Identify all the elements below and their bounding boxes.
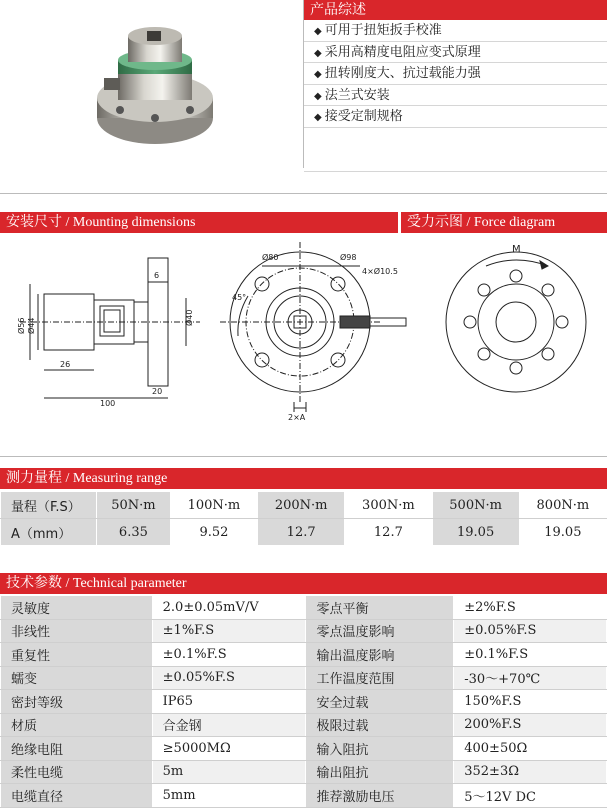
table-row (1, 492, 607, 519)
param-value: 150%F.S (454, 690, 607, 714)
param-name: 柔性电缆 (1, 760, 153, 784)
param-value: ±0.05%F.S (454, 619, 607, 643)
range-cell: 300N·m (345, 492, 432, 519)
param-name: 密封等级 (1, 690, 153, 714)
technical-drawings (0, 236, 607, 446)
diamond-bullet-icon: ◆ (314, 90, 322, 102)
diamond-bullet-icon: ◆ (314, 69, 322, 80)
tech-table (0, 595, 607, 808)
table-row (1, 619, 607, 643)
product-overview (304, 0, 607, 172)
dim-holes: 4×Ø10.5 (362, 267, 398, 276)
param-name: 零点平衡 (306, 596, 454, 620)
table-row (1, 643, 607, 667)
range-cell: 100N·m (170, 492, 257, 519)
param-name: 绝缘电阻 (1, 737, 153, 761)
table-row (1, 784, 607, 808)
table-row (1, 690, 607, 714)
range-cell: 500N·m (432, 492, 519, 519)
param-value: ±0.1%F.S (454, 643, 607, 667)
range-title: 测力量程 / Measuring range (0, 468, 607, 489)
dim-w100: 100 (100, 399, 116, 408)
param-value: IP65 (152, 690, 306, 714)
range-cell: 800N·m (519, 492, 606, 519)
param-value: ±0.05%F.S (152, 666, 306, 690)
dim-angle: 45° (232, 293, 247, 302)
top-section (0, 0, 607, 168)
overview-item: ◆ 扭转刚度大、抗过载能力强 (304, 63, 607, 85)
a-row-label: A（mm） (1, 519, 97, 546)
dim-w6: 6 (154, 271, 160, 280)
overview-item: ◆ 法兰式安装 (304, 85, 607, 107)
dim-d80: Ø80 (262, 253, 279, 262)
param-name: 材质 (1, 713, 153, 737)
product-photo (20, 6, 290, 156)
param-name: 极限过载 (306, 713, 454, 737)
dim-2a: 2×A (288, 413, 306, 422)
diamond-bullet-icon: ◆ (314, 112, 322, 123)
range-cell: 200N·m (258, 492, 345, 519)
param-value: 合金钢 (152, 713, 306, 737)
dim-d56: Ø56 (17, 317, 26, 334)
param-name: 推荐激励电压 (306, 784, 454, 808)
side-view-drawing (20, 258, 200, 398)
dim-d98: Ø98 (340, 253, 357, 262)
overview-spacer (304, 128, 607, 172)
force-title: 受力示图 / Force diagram (401, 212, 607, 233)
a-cell: 12.7 (345, 519, 432, 546)
param-value: 200%F.S (454, 713, 607, 737)
dim-w26: 26 (60, 360, 71, 369)
a-cell: 12.7 (258, 519, 345, 546)
param-name: 非线性 (1, 619, 153, 643)
a-cell: 9.52 (170, 519, 257, 546)
tech-title: 技术参数 / Technical parameter (0, 573, 607, 594)
mounting-title: 安装尺寸 / Mounting dimensions (0, 212, 398, 233)
overview-item: ◆ 采用高精度电阻应变式原理 (304, 42, 607, 64)
a-cell: 6.35 (97, 519, 171, 546)
a-cell: 19.05 (432, 519, 519, 546)
table-row (1, 666, 607, 690)
table-row (1, 760, 607, 784)
param-name: 电缆直径 (1, 784, 153, 808)
range-cell: 50N·m (97, 492, 171, 519)
table-row (1, 596, 607, 620)
table-row (1, 713, 607, 737)
param-name: 蠕变 (1, 666, 153, 690)
param-value: 352±3Ω (454, 760, 607, 784)
dim-w20: 20 (152, 387, 163, 396)
param-name: 输出温度影响 (306, 643, 454, 667)
param-value: ≥5000MΩ (152, 737, 306, 761)
dim-d40: Ø40 (185, 309, 194, 326)
table-row (1, 519, 607, 546)
param-value: 5mm (152, 784, 306, 808)
param-name: 重复性 (1, 643, 153, 667)
section-divider (0, 193, 607, 194)
a-cell: 19.05 (519, 519, 606, 546)
dim-d44: Ø44 (27, 317, 36, 334)
range-row-label: 量程（F.S） (1, 492, 97, 519)
param-value: 5～12V DC (454, 784, 607, 808)
param-value: 400±50Ω (454, 737, 607, 761)
param-value: 2.0±0.05mV/V (152, 596, 306, 620)
param-value: ±0.1%F.S (152, 643, 306, 667)
param-value: ±1%F.S (152, 619, 306, 643)
param-name: 零点温度影响 (306, 619, 454, 643)
param-name: 输出阻抗 (306, 760, 454, 784)
param-value: -30～+70℃ (454, 666, 607, 690)
overview-item: ◆ 接受定制规格 (304, 106, 607, 128)
param-name: 灵敏度 (1, 596, 153, 620)
table-row (1, 737, 607, 761)
diamond-bullet-icon: ◆ (314, 47, 322, 59)
section-divider (0, 456, 607, 457)
force-label-m: M (512, 244, 521, 255)
range-table (0, 491, 607, 546)
diamond-bullet-icon: ◆ (314, 26, 322, 37)
param-name: 安全过载 (306, 690, 454, 714)
overview-item: ◆ 可用于扭矩扳手校准 (304, 20, 607, 42)
overview-title: 产品综述 (304, 0, 607, 20)
param-value: ±2%F.S (454, 596, 607, 620)
param-value: 5m (152, 760, 306, 784)
param-name: 输入阻抗 (306, 737, 454, 761)
param-name: 工作温度范围 (306, 666, 454, 690)
force-diagram-drawing (446, 252, 586, 392)
